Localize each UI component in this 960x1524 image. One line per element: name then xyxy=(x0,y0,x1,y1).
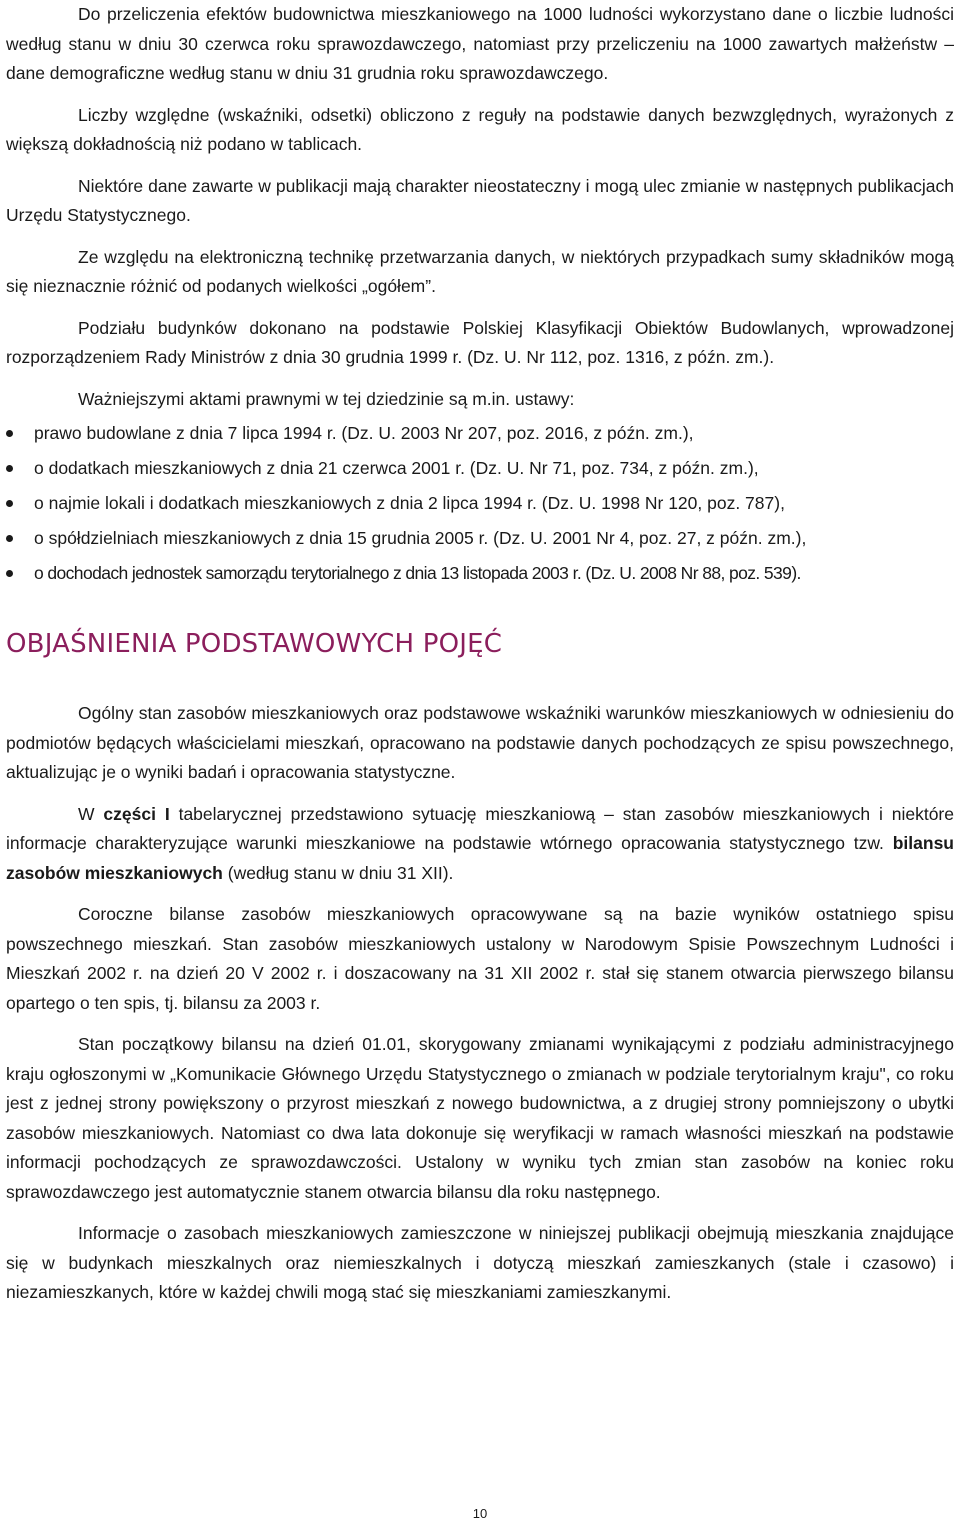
intro-paragraph-relative-numbers: Liczby względne (wskaźniki, odsetki) obliczono z reguły na podstawie danych bezwzględnych, wyrażonych z większą dokładnością niż podano w tablicach. xyxy=(6,104,954,154)
text-run: tabelarycznej przedstawiono sytuację mieszkaniową – stan zasobów mieszkaniowych i niektóre informacje charakteryzujące warunki mieszkaniowe na podstawie wtórnego opracowania statystycznego tzw. xyxy=(6,803,954,853)
definitions-section xyxy=(6,699,954,1308)
list-item xyxy=(6,556,954,591)
text-run: W xyxy=(78,803,104,824)
bullet-icon xyxy=(6,465,13,472)
text-run: (według stanu w dniu 31 XII). xyxy=(222,862,454,883)
definitions-paragraph-scope: Informacje o zasobach mieszkaniowych zamieszczone w niniejszej publikacji obejmują mieszkania znajdujące się w budynkach mieszkalnych oraz niemieszkalnych i dotyczą mieszkań zamieszkanych (stale i czasowo) i niezamieszkanych, które w każdej chwili mogą stać się mieszkaniami zamieszkanymi. xyxy=(6,1223,954,1302)
definitions-paragraph-part-one xyxy=(6,800,954,889)
legal-act-text: o dodatkach mieszkaniowych z dnia 21 czerwca 2001 r. (Dz. U. Nr 71, poz. 734, z późn. zm.), xyxy=(34,458,759,478)
definitions-paragraph-annual-balances: Coroczne bilanse zasobów mieszkaniowych opracowywane są na bazie wyników ostatniego spisu powszechnego mieszkań. Stan zasobów mieszkaniowych ustalony w Narodowym Spisie Powszechnym Ludności i Mieszkań 2002 r. na dzień 20 V 2002 r. i doszacowany na 31 XII 2002 r. stał się stanem otwarcia pierwszego bilansu opartego o ten spis, tj. bilansu za 2003 r. xyxy=(6,904,954,1013)
list-item xyxy=(6,416,954,451)
intro-paragraph-preliminary-data: Niektóre dane zawarte w publikacji mają charakter nieostateczny i mogą ulec zmianie w następnych publikacjach Urzędu Statystycznego. xyxy=(6,175,954,225)
legal-acts-heading: Ważniejszymi aktami prawnymi w tej dziedzinie są m.in. ustawy: xyxy=(78,388,575,409)
page-number: 10 xyxy=(472,1506,488,1521)
section-heading: OBJAŚNIENIA PODSTAWOWYCH POJĘĆ xyxy=(6,629,503,659)
definitions-paragraph-general: Ogólny stan zasobów mieszkaniowych oraz podstawowe wskaźniki warunków mieszkaniowych w odniesieniu do podmiotów będących właścicielami mieszkań, opracowano na podstawie danych pochodzących ze spisu powszechnego, aktualizując je o wyniki badań i opracowania statystyczne. xyxy=(6,703,954,782)
intro-section xyxy=(6,0,954,373)
bullet-icon xyxy=(6,570,13,577)
bold-term-part-one: części I xyxy=(103,803,170,824)
legal-act-text: o dochodach jednostek samorządu terytorialnego z dnia 13 listopada 2003 r. (Dz. U. 2008 Nr 88, poz. 539). xyxy=(34,563,801,583)
list-item xyxy=(6,486,954,521)
bold-term-housing-balance: bilansu zasobów mieszkaniowych xyxy=(6,833,954,883)
legal-acts-block xyxy=(6,385,954,592)
definitions-paragraph-initial-state: Stan początkowy bilansu na dzień 01.01, skorygowany zmianami wynikającymi z podziału administracyjnego kraju ogłoszonymi w „Komunikacie Głównego Urzędu Statystycznego o zmianach w podziale terytorialnym kraju", co roku jest z jednej strony powiększony o przyrost mieszkań z nowego budownictwa, a z drugiej strony pomniejszony o ubytki zasobów mieszkaniowych. Natomiast co dwa lata dokonuje się weryfikacji w ramach własności mieszkań na podstawie informacji pochodzących ze sprawozdawczości. Ustalony w wyniku tych zmian stan zasobów na koniec roku sprawozdawczego jest automatycznie stanem otwarcia bilansu dla roku następnego. xyxy=(6,1034,954,1202)
list-item xyxy=(6,451,954,486)
legal-act-text: o najmie lokali i dodatkach mieszkaniowych z dnia 2 lipca 1994 r. (Dz. U. 1998 Nr 120, poz. 787), xyxy=(34,493,785,513)
legal-act-text: o spółdzielniach mieszkaniowych z dnia 15 grudnia 2005 r. (Dz. U. 2001 Nr 4, poz. 27, z późn. zm.), xyxy=(34,528,807,548)
intro-paragraph-population: Do przeliczenia efektów budownictwa mieszkaniowego na 1000 ludności wykorzystano dane o liczbie ludności według stanu w dniu 30 czerwca roku sprawozdawczego, natomiast przy przeliczeniu na 1000 zawartych małżeństw – dane demograficzne według stanu w dniu 31 grudnia roku sprawozdawczego. xyxy=(6,4,954,83)
intro-paragraph-rounding: Ze względu na elektroniczną technikę przetwarzania danych, w niektórych przypadkach sumy składników mogą się nieznacznie różnić od podanych wielkości „ogółem”. xyxy=(6,246,954,296)
bullet-icon xyxy=(6,430,13,437)
legal-act-text: prawo budowlane z dnia 7 lipca 1994 r. (Dz. U. 2003 Nr 207, poz. 2016, z późn. zm.), xyxy=(34,423,694,443)
bullet-icon xyxy=(6,500,13,507)
list-item xyxy=(6,521,954,556)
intro-paragraph-classification: Podziału budynków dokonano na podstawie Polskiej Klasyfikacji Obiektów Budowlanych, wprowadzonej rozporządzeniem Rady Ministrów z dnia 30 grudnia 1999 r. (Dz. U. Nr 112, poz. 1316, z późn. zm.). xyxy=(6,317,954,367)
bullet-icon xyxy=(6,535,13,542)
legal-acts-list xyxy=(6,416,954,591)
